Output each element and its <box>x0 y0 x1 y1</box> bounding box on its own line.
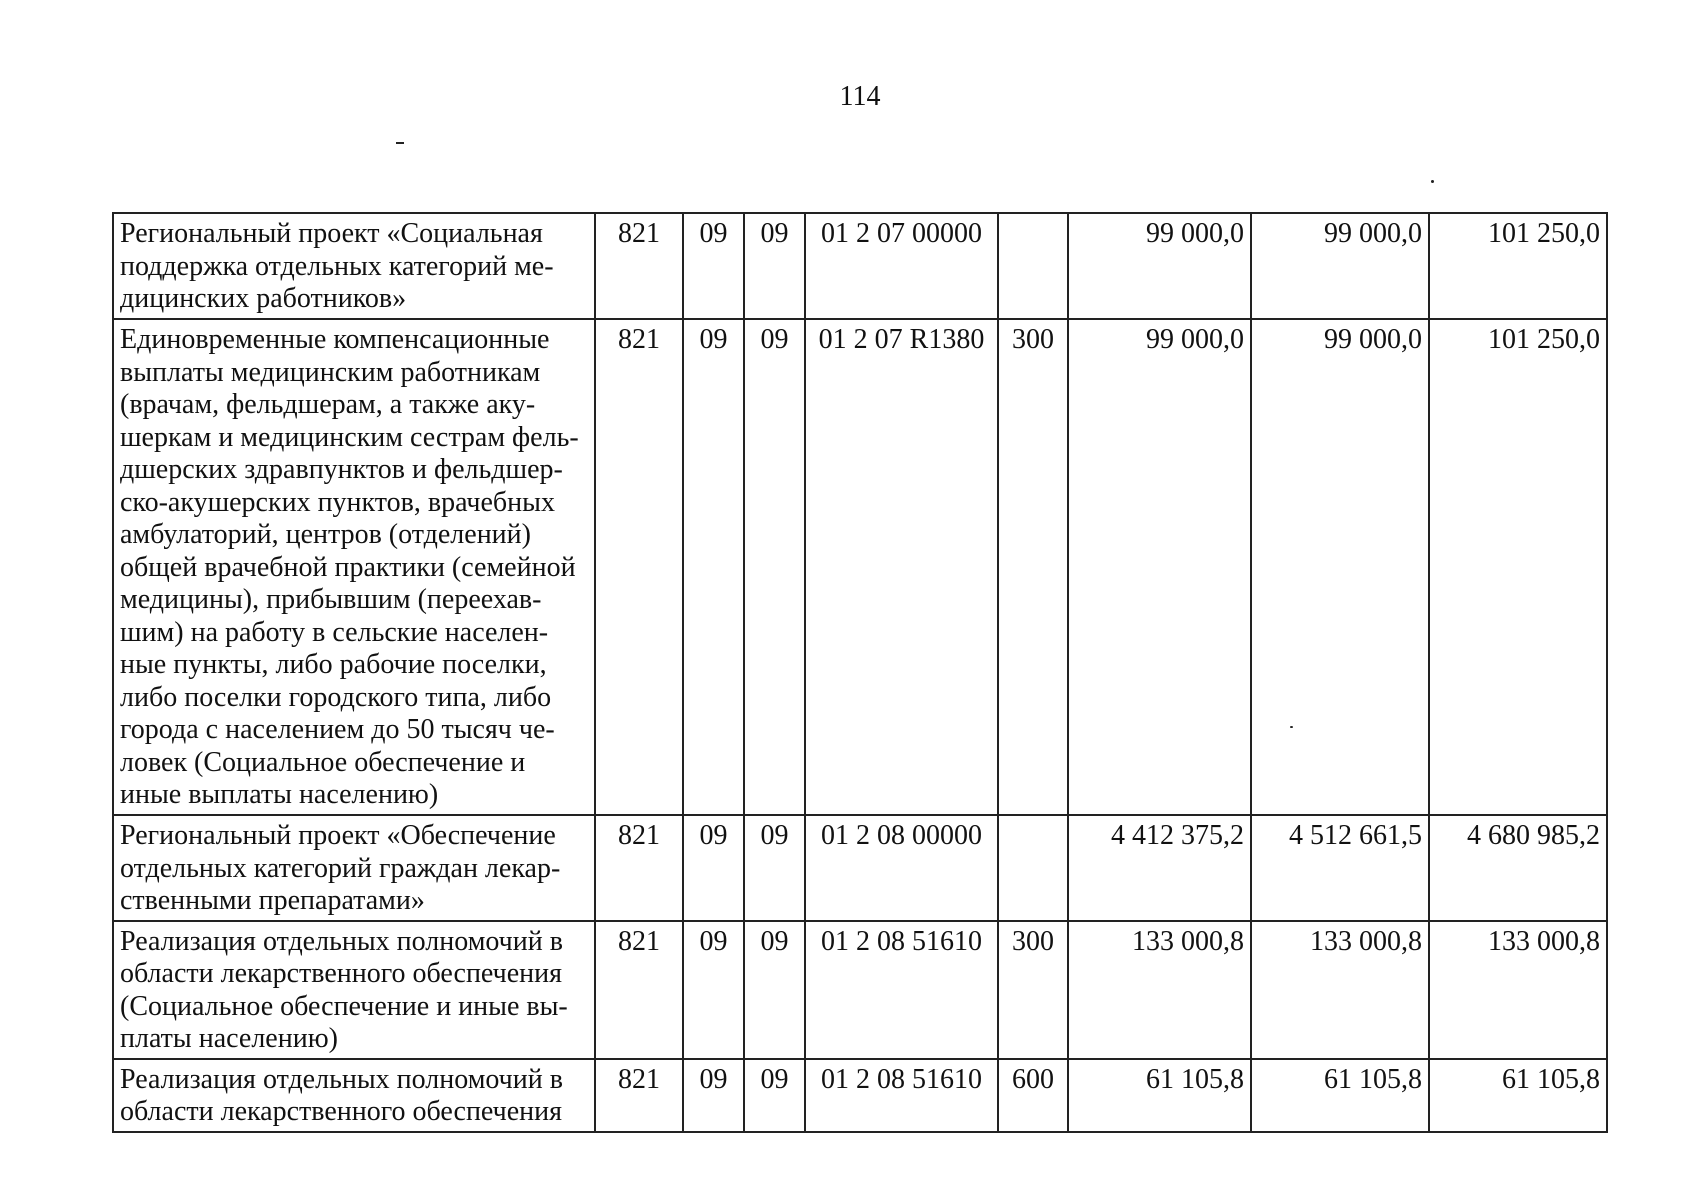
ministry-code: 821 <box>595 921 683 1059</box>
ministry-code: 821 <box>595 815 683 921</box>
section-code: 09 <box>683 319 744 815</box>
expense-type-code: 300 <box>998 921 1068 1059</box>
target-article-code: 01 2 08 51610 <box>805 921 998 1059</box>
amount-year-3: 133 000,8 <box>1429 921 1607 1059</box>
budget-table <box>112 212 1608 1133</box>
row-name: Единовременные компенсационные выплаты медицинским работникам (врачам, фельдшерам, а также аку-шеркам и медицинским сестрам фель-дшерских здравпунктов и фельдшер-ско-акушерских пунктов, врачебных амбулаторий, центров (отделений) общей врачебной практики (семейной медицины), прибывшим (переехав-шим) на работу в сельские населен-ные пункты, либо рабочие поселки, либо поселки городского типа, либо города с населением до 50 тысяч че-ловек (Социальное обеспечение и иные выплаты населению) <box>113 319 595 815</box>
table-row <box>113 921 1607 1059</box>
section-code: 09 <box>683 213 744 319</box>
row-name: Региональный проект «Социальная поддержка отдельных категорий ме-дицинских работников» <box>113 213 595 319</box>
subsection-code: 09 <box>744 815 805 921</box>
amount-year-1: 133 000,8 <box>1068 921 1251 1059</box>
target-article-code: 01 2 08 00000 <box>805 815 998 921</box>
expense-type-code: 300 <box>998 319 1068 815</box>
target-article-code: 01 2 07 00000 <box>805 213 998 319</box>
subsection-code: 09 <box>744 319 805 815</box>
ministry-code: 821 <box>595 213 683 319</box>
table-row <box>113 1059 1607 1132</box>
subsection-code: 09 <box>744 921 805 1059</box>
row-name: Реализация отдельных полномочий в области лекарственного обеспечения <box>113 1059 595 1132</box>
expense-type-code <box>998 815 1068 921</box>
amount-year-3: 61 105,8 <box>1429 1059 1607 1132</box>
amount-year-1: 99 000,0 <box>1068 213 1251 319</box>
amount-year-2: 61 105,8 <box>1251 1059 1429 1132</box>
section-code: 09 <box>683 921 744 1059</box>
amount-year-3: 101 250,0 <box>1429 213 1607 319</box>
scan-mark <box>396 142 404 144</box>
table-row <box>113 319 1607 815</box>
amount-year-2: 99 000,0 <box>1251 319 1429 815</box>
expense-type-code: 600 <box>998 1059 1068 1132</box>
amount-year-2: 99 000,0 <box>1251 213 1429 319</box>
amount-year-2: 4 512 661,5 <box>1251 815 1429 921</box>
target-article-code: 01 2 08 51610 <box>805 1059 998 1132</box>
section-code: 09 <box>683 1059 744 1132</box>
amount-year-3: 101 250,0 <box>1429 319 1607 815</box>
page-number: 114 <box>839 81 881 112</box>
amount-year-2: 133 000,8 <box>1251 921 1429 1059</box>
table-row <box>113 213 1607 319</box>
row-name: Реализация отдельных полномочий в области лекарственного обеспечения (Социальное обеспечение и иные вы-платы населению) <box>113 921 595 1059</box>
section-code: 09 <box>683 815 744 921</box>
target-article-code: 01 2 07 R1380 <box>805 319 998 815</box>
amount-year-3: 4 680 985,2 <box>1429 815 1607 921</box>
ministry-code: 821 <box>595 1059 683 1132</box>
scan-mark <box>1431 180 1434 183</box>
table-row <box>113 815 1607 921</box>
expense-type-code <box>998 213 1068 319</box>
row-name: Региональный проект «Обеспечение отдельных категорий граждан лекар-ственными препаратами» <box>113 815 595 921</box>
amount-year-1: 4 412 375,2 <box>1068 815 1251 921</box>
subsection-code: 09 <box>744 213 805 319</box>
ministry-code: 821 <box>595 319 683 815</box>
amount-year-1: 99 000,0 <box>1068 319 1251 815</box>
subsection-code: 09 <box>744 1059 805 1132</box>
amount-year-1: 61 105,8 <box>1068 1059 1251 1132</box>
